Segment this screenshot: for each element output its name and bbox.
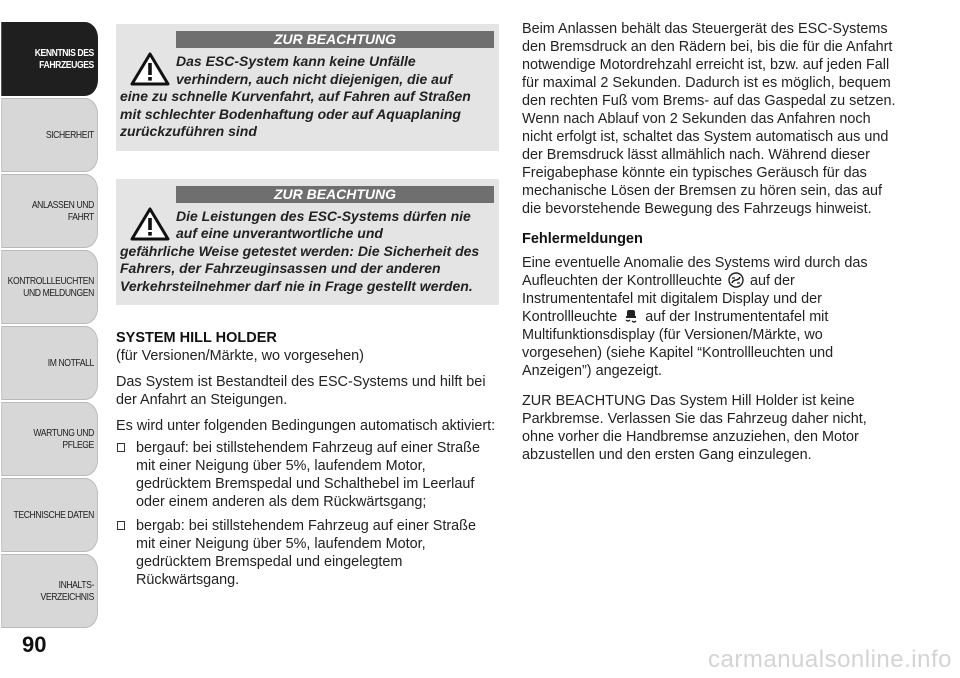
paragraph: Beim Anlassen behält das Steuergerät des ESC-Systems den Bremsdruck an den Rädern bei, bis die für die Anfahrt notwendige Motordrehzahl erreicht ist, bzw. auf jeden Fall für maximal 2 Sekunden. Dadurch ist es möglich, bequem den rechten Fuß vom Brems- auf das Gaspedal zu setzen. Wenn nach Ablauf von 2 Sekunden das Anfahren noch nicht erfolgt ist, schaltet das System automatisch aus und der Bremsdruck lässt allmählich nach. Während dieser Freigabephase könnte ein typisches Geräusch für das mechanische Lösen der Bremsen zu hören sein, das auf die bevorstehende Bewegung des Fahrzeugs hinweist. bbox=[522, 21, 896, 217]
page-number: 90 bbox=[22, 632, 47, 657]
warning-header: ZUR BEACHTUNG bbox=[176, 31, 494, 48]
warning-box-esc-accidents bbox=[116, 24, 499, 151]
checkbox-bullet-icon bbox=[117, 521, 125, 530]
tab-wartung-und-pflege[interactable]: WARTUNG UND PFLEGE bbox=[1, 402, 98, 476]
hill-holder-section bbox=[116, 329, 499, 589]
section-heading: Fehlermeldungen bbox=[522, 231, 643, 247]
skidding-car-warning-light-icon bbox=[623, 308, 639, 324]
warning-box-esc-testing bbox=[116, 179, 499, 306]
list-item: bergab: bei stillstehendem Fahrzeug auf einer Straße mit einer Neigung über 5%, laufendem Motor, gedrücktem Bremspedal und eingelegtem Rückwärtsgang. bbox=[116, 517, 499, 589]
warning-header: ZUR BEACHTUNG bbox=[176, 186, 494, 203]
checkbox-bullet-icon bbox=[117, 443, 125, 452]
tab-anlassen-und-fahrt[interactable]: ANLASSEN UND FAHRT bbox=[1, 174, 98, 248]
tab-im-notfall[interactable]: IM NOTFALL bbox=[1, 326, 98, 400]
esc-warning-light-icon bbox=[728, 272, 744, 288]
left-column bbox=[116, 24, 499, 595]
tab-kenntnis-des-fahrzeuges[interactable]: KENNTNIS DES FAHRZEUGES bbox=[1, 22, 98, 96]
right-column bbox=[522, 20, 902, 472]
paragraph: Das System ist Bestandteil des ESC-Systems und hilft bei der Anfahrt an Steigungen. bbox=[116, 374, 486, 408]
tab-sicherheit[interactable]: SICHERHEIT bbox=[1, 98, 98, 172]
error-paragraph: Eine eventuelle Anomalie des Systems wird durch das Aufleuchten der Kontrollleuchte auf der Instrumententafel mit digitalem Display und der Kontrollleuchte auf der Instrumententafel mit Multifunktionsdisplay (für Versionen/Märkte, wo vorgesehen) (siehe Kapitel “Kontrollleuchten und Anzeigen”) angezeigt. bbox=[522, 255, 868, 379]
watermark: carmanualsonline.info bbox=[708, 646, 952, 673]
tab-technische-daten[interactable]: TECHNISCHE DATEN bbox=[1, 478, 98, 552]
tab-inhaltsverzeichnis[interactable]: INHALTS- VERZEICHNIS bbox=[1, 554, 98, 628]
section-subtitle: (für Versionen/Märkte, wo vorgesehen) bbox=[116, 348, 364, 364]
condition-list bbox=[116, 439, 499, 589]
warning-text: Das ESC-System kann keine Unfälle verhindern, auch nicht diejenigen, die auf eine zu schnelle Kurvenfahrt, auf Fahren auf Straßen mit schlechter Bodenhaftung oder auf Aquaplaning zurückzuführen sind bbox=[120, 53, 471, 139]
warning-triangle-icon bbox=[130, 52, 170, 86]
tab-kontrollleuchten[interactable]: KONTROLLLEUCHTEN UND MELDUNGEN bbox=[1, 250, 98, 324]
section-title: SYSTEM HILL HOLDER bbox=[116, 330, 277, 346]
list-item: bergauf: bei stillstehendem Fahrzeug auf einer Straße mit einer Neigung über 5%, laufendem Motor, gedrücktem Bremspedal und Schalthebel im Leerlauf oder einem anderen als dem Rückwärtsgang; bbox=[116, 439, 499, 511]
note-paragraph: ZUR BEACHTUNG Das System Hill Holder ist keine Parkbremse. Verlassen Sie das Fahrzeug daher nicht, ohne vorher die Handbremse anzuziehen, den Motor abzustellen und den ersten Gang einzulegen. bbox=[522, 393, 867, 463]
warning-text: Die Leistungen des ESC-Systems dürfen nie auf eine unverantwortliche und gefährliche Weise getestet werden: Die Sicherheit des Fahrers, der Fahrzeuginsassen und der anderen Verkehrsteilnehmer darf nie in Frage gestellt werden. bbox=[120, 207, 480, 294]
paragraph: Es wird unter folgenden Bedingungen automatisch aktiviert: bbox=[116, 418, 496, 434]
warning-triangle-icon bbox=[130, 207, 170, 241]
